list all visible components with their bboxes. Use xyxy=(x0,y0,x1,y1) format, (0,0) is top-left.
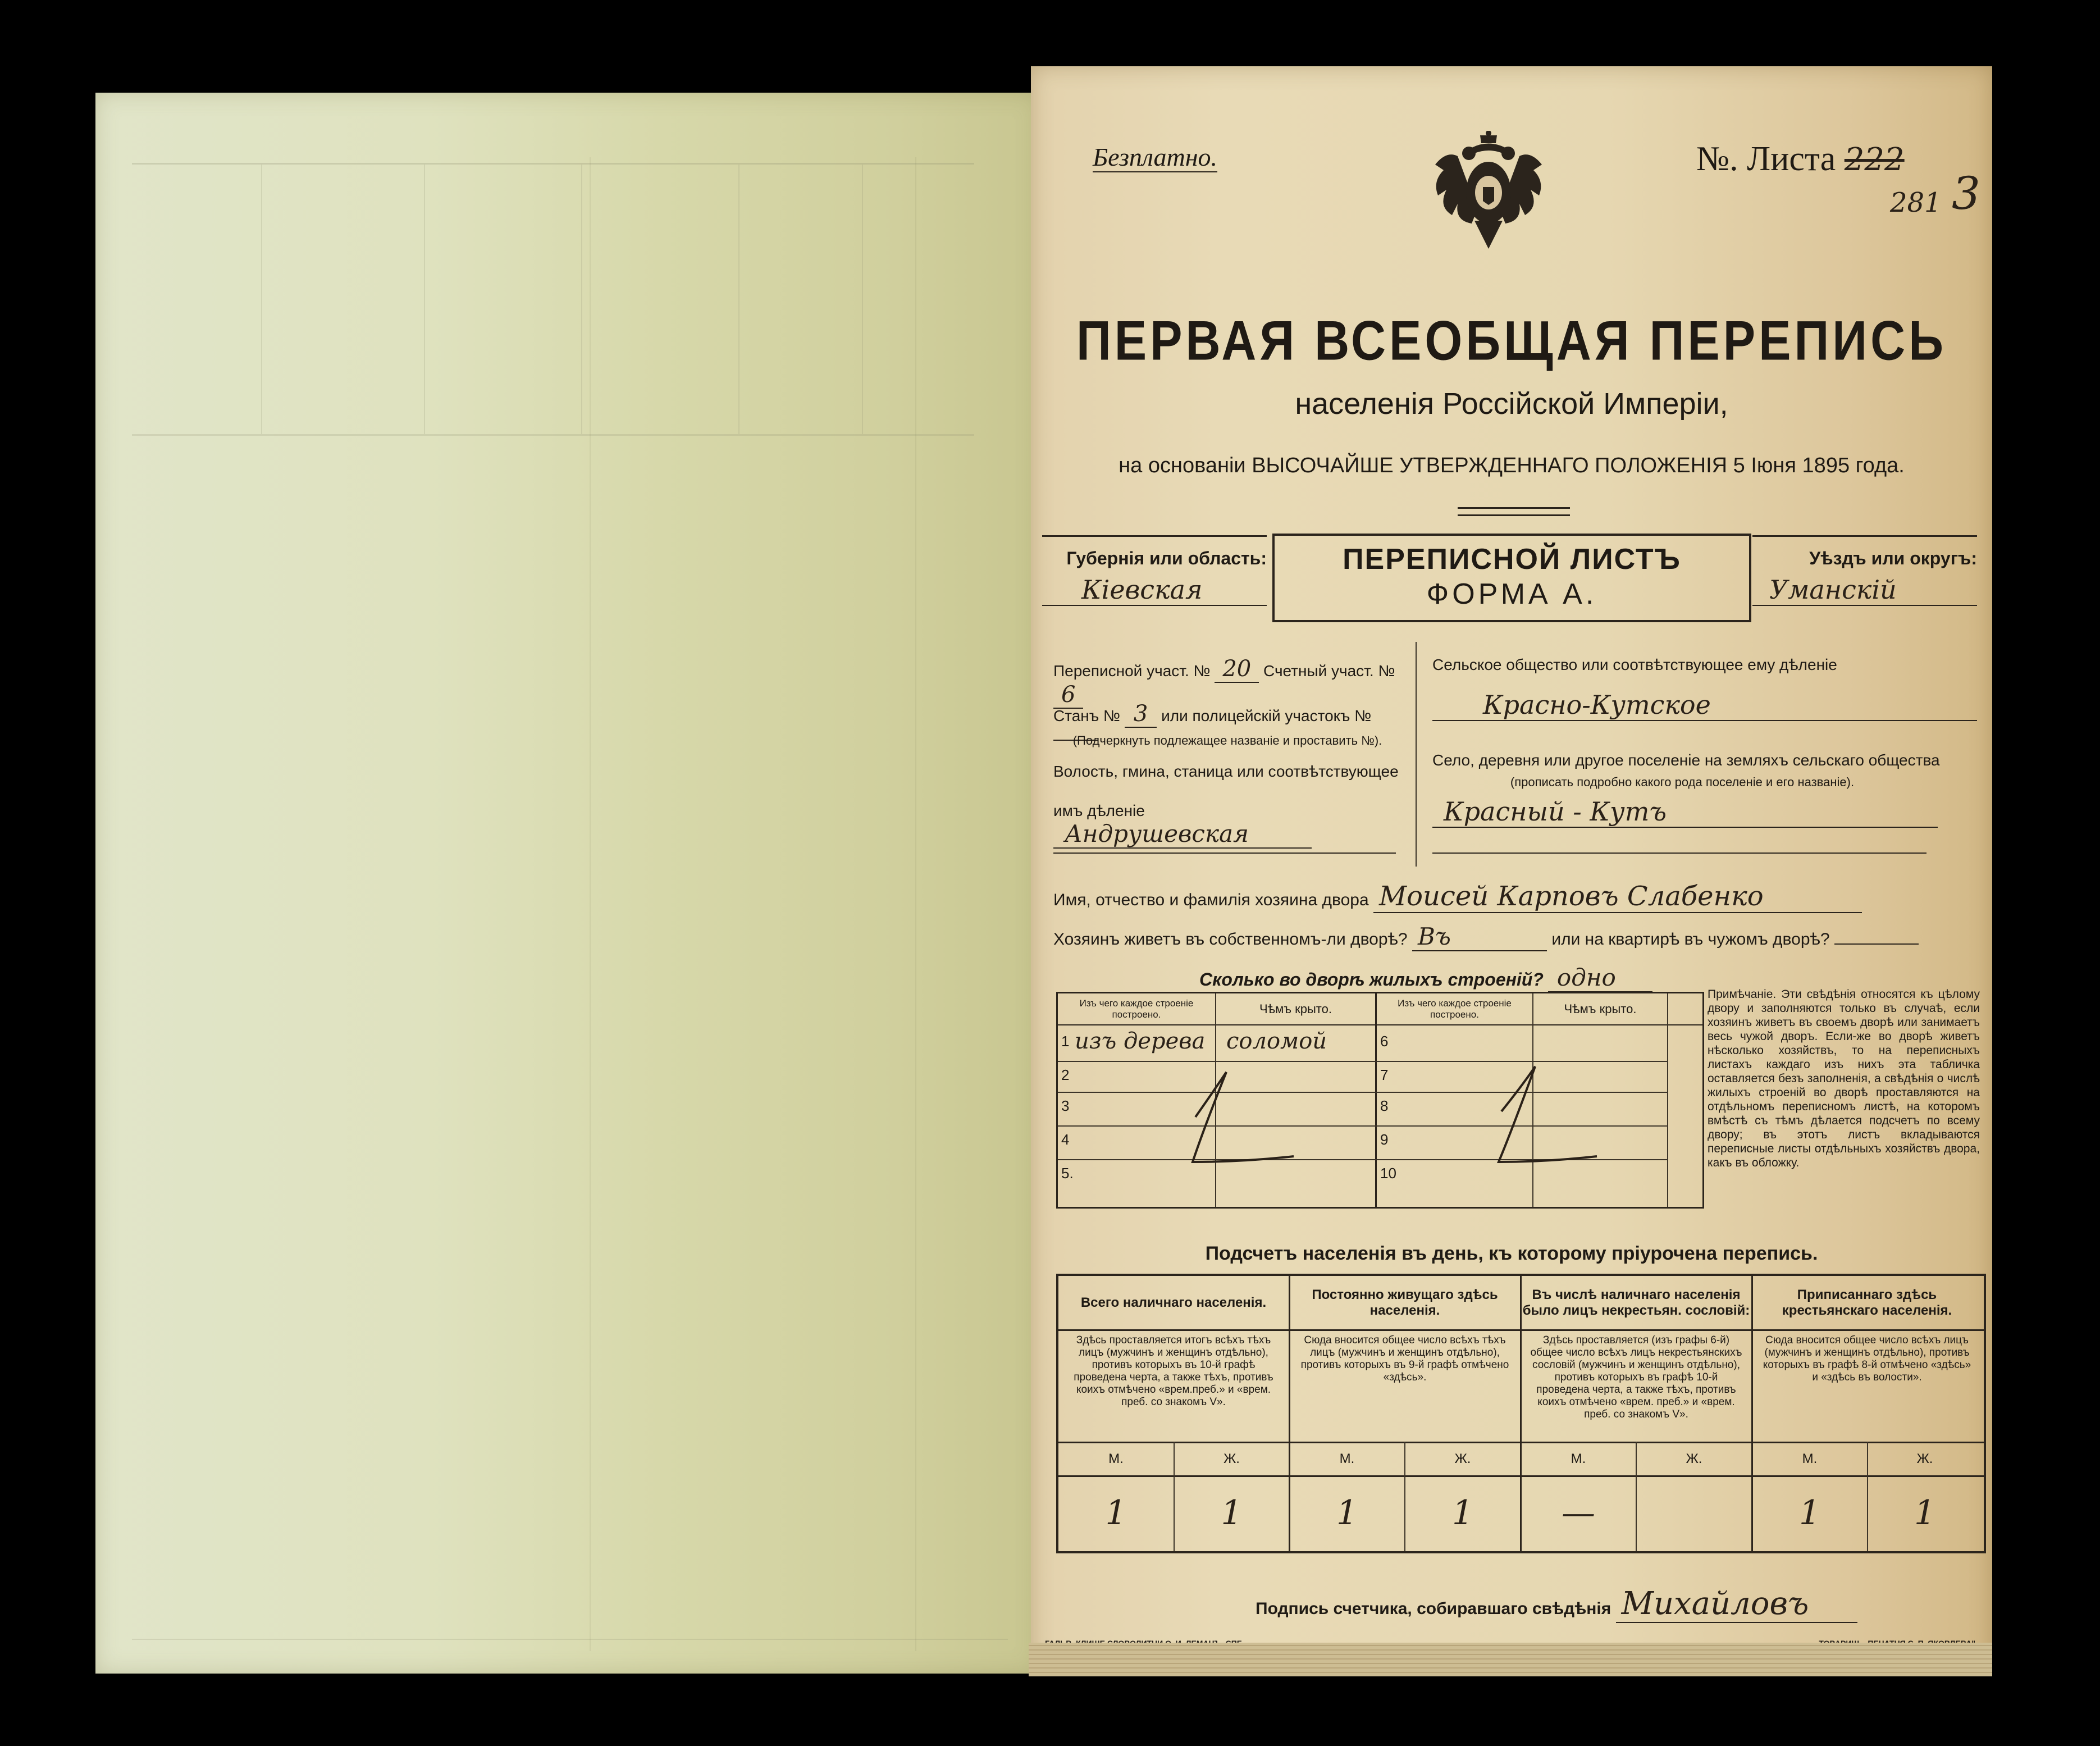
row-number: 7 xyxy=(1380,1066,1389,1083)
sheet-number-crossed: 222 xyxy=(1844,142,1905,178)
count-col-2-m: 1 xyxy=(1336,1493,1358,1533)
stan-note: (Подчеркнуть подлежащее названіе и проставить №). xyxy=(1072,733,1382,747)
count-col-4-title: Приписаннаго здѣсь крестьянскаго населенія. xyxy=(1782,1287,1952,1318)
count-col-2-title: Постоянно живущаго здѣсь населенія. xyxy=(1312,1287,1498,1318)
uezd-value: Уманскій xyxy=(1752,575,1977,606)
census-basis: на основаніи ВЫСОЧАЙШЕ УТВЕРЖДЕННАГО ПОЛОЖЕНІЯ 5 Іюня 1895 года. xyxy=(1119,454,1905,477)
volost-value: Андрушевская xyxy=(1053,820,1312,849)
perepisnoy-value: 20 xyxy=(1215,656,1259,683)
guberniya-label: Губернія или область: xyxy=(1066,548,1267,568)
sheet-number: №. Листа 222 xyxy=(1696,140,1905,178)
imperial-eagle-emblem xyxy=(1424,131,1553,257)
row-1-roof: соломой xyxy=(1226,1028,1327,1054)
zh-label: Ж. xyxy=(1916,1451,1933,1466)
owner-name-value: Моисей Карповъ Слабенко xyxy=(1373,881,1862,913)
census-subtitle: населенія Россійской Имперіи, xyxy=(1295,387,1728,421)
guberniya-box xyxy=(1042,535,1267,616)
free-label: Безплатно. xyxy=(1093,143,1218,171)
census-title: ПЕРВАЯ ВСЕОБЩАЯ ПЕРЕПИСЬ xyxy=(1076,309,1947,372)
uezd-box xyxy=(1752,535,1977,616)
count-col-4-zh: 1 xyxy=(1914,1493,1936,1533)
uezd-label: Уѣздъ или округъ: xyxy=(1809,548,1977,568)
form-title: ПЕРЕПИСНОЙ ЛИСТЪ xyxy=(1343,543,1681,576)
selo-value: Красный - Кутъ xyxy=(1432,796,1938,828)
col-material-left: Изъ чего каждое строеніе построено. xyxy=(1079,997,1194,1020)
guberniya-value: Кіевская xyxy=(1042,575,1267,606)
form-title-box xyxy=(1272,534,1751,622)
count-col-2-zh: 1 xyxy=(1451,1493,1474,1533)
row-number: 1 xyxy=(1061,1033,1070,1050)
selo-label: Село, деревня или другое поселеніе на земляхъ сельскаго общества xyxy=(1432,751,1940,769)
row-1-material: изъ дерева xyxy=(1075,1028,1206,1054)
count-col-3-zh xyxy=(1637,1477,1751,1549)
own-yard-value: Въ xyxy=(1412,923,1547,951)
row-number: 8 xyxy=(1380,1097,1389,1114)
zh-label: Ж. xyxy=(1224,1451,1240,1466)
note-text: Примѣчаніе. Эти свѣдѣнія относятся къ цѣлому двору и заполняются только въ случаѣ, если хозяинъ живетъ въ своемъ дворѣ или занимаетъ весь чужой дворъ. Если-же во дворѣ живетъ нѣсколько хозяйствъ, то на переписныхъ листахъ каждаго изъ нихъ эта табличка оставляется безъ заполненія, а свѣдѣнія о числѣ жилыхъ строеній во дворѣ проставляются на отдѣльномъ переписномъ листѣ, на которомъ вмѣстѣ съ тѣмъ дѣлается подсчетъ по всему двору; въ этотъ листъ вкладываются переписные листы отдѣльныхъ хозяйствъ двора, какъ въ обложку. xyxy=(1708,988,1980,1169)
owner-name-row: Имя, отчество и фамилія хозяина двора Моисей Карповъ Слабенко xyxy=(1053,881,1974,913)
count-col-3-desc: Здѣсь проставляется (изъ графы 6-й) общее число всѣхъ лицъ некрестьянскихъ сословій (мужчинъ и женщинъ отдѣльно), противъ которыхъ въ графѣ 10-й проведена черта, а также тѣхъ, противъ коихъ отмѣчено «врем. преб.» и «врем. преб. со знакомъ V». xyxy=(1530,1334,1742,1420)
zh-label: Ж. xyxy=(1454,1451,1471,1466)
buildings-table xyxy=(1056,992,1704,1209)
row-number: 2 xyxy=(1061,1066,1070,1083)
m-label: М. xyxy=(1802,1451,1818,1466)
volost-row: имъ дѣленіе Андрушевская xyxy=(1053,802,1407,849)
count-col-3-title: Въ числѣ наличнаго населенія было лицъ некрестьян. сословій: xyxy=(1522,1287,1750,1318)
row-number: 9 xyxy=(1380,1131,1389,1148)
volost-label: Волость, гмина, станица или соотвѣтствующее xyxy=(1053,763,1399,780)
obshchestvo-label: Сельское общество или соотвѣтствующее ему дѣленіе xyxy=(1432,656,1837,673)
zh-label: Ж. xyxy=(1686,1451,1702,1466)
schetny-value: 6 xyxy=(1053,682,1083,709)
perepisnoy-row: Переписной участ. № 20 Счетный участ. № 6 xyxy=(1053,656,1395,708)
buildings-row: Сколько во дворѣ жилыхъ строеній? одно xyxy=(1199,964,1761,992)
row-number: 5. xyxy=(1061,1165,1074,1182)
sheet-number-extra: 3 xyxy=(1952,167,1980,220)
selo-note: (прописать подробно какого рода поселеніе и его названіе). xyxy=(1510,775,1855,789)
col-material-right: Изъ чего каждое строеніе построено. xyxy=(1398,997,1512,1020)
count-heading: Подсчетъ населенія въ день, къ которому пріурочена перепись. xyxy=(1205,1243,1818,1264)
m-label: М. xyxy=(1108,1451,1124,1466)
m-label: М. xyxy=(1339,1451,1355,1466)
signature-row: Подпись счетчика, собиравшаго свѣдѣнія Михайловъ xyxy=(1256,1585,1929,1623)
count-col-1-zh: 1 xyxy=(1221,1493,1243,1533)
stan-value: 3 xyxy=(1125,701,1157,728)
middle-divider xyxy=(1416,642,1417,867)
sheet-number-corrected: 281 xyxy=(1890,187,1942,218)
stan-row: Станъ № 3 или полицейскій участокъ № xyxy=(1053,701,1407,745)
cancellation-strokes xyxy=(1058,993,1702,1207)
page-stack-edge xyxy=(1029,1643,1992,1676)
form-subtitle: ФОРМА А. xyxy=(1426,578,1597,610)
col-roof-left: Чѣмъ крыто. xyxy=(1259,1001,1332,1016)
count-col-2-desc: Сюда вносится общее число всѣхъ тѣхъ лицъ (мужчинъ и женщинъ отдѣльно), противъ которыхъ въ 9-й графѣ отмѣчено «здѣсь». xyxy=(1300,1334,1509,1383)
count-col-1-desc: Здѣсь проставляется итогъ всѣхъ тѣхъ лицъ (мужчинъ и женщинъ отдѣльно), противъ которыхъ въ 10-й графѣ проведена черта, а также тѣхъ, противъ коихъ отмѣчено «врем.преб.» и «врем. преб. со знакомъ V». xyxy=(1074,1334,1273,1408)
row-number: 4 xyxy=(1061,1131,1070,1148)
count-col-4-m: 1 xyxy=(1798,1493,1821,1533)
ornament-divider xyxy=(1458,507,1570,516)
owner-yard-row: Хозяинъ живетъ въ собственномъ-ли дворѣ? Въ или на квартирѣ въ чужомъ дворѣ? xyxy=(1053,923,1974,951)
row-number: 10 xyxy=(1380,1165,1396,1182)
count-col-4-desc: Сюда вносится общее число всѣхъ лицъ (мужчинъ и женщинъ отдѣльно), противъ которыхъ въ графѣ 8-й отмѣчено «здѣсь» и «здѣсь въ волости». xyxy=(1763,1334,1971,1383)
col-roof-right: Чѣмъ крыто. xyxy=(1564,1001,1637,1016)
buildings-value: одно xyxy=(1548,964,1652,992)
left-blank-page xyxy=(95,93,1039,1674)
row-number: 6 xyxy=(1380,1033,1389,1050)
signature-value: Михайловъ xyxy=(1616,1585,1857,1623)
population-count-table xyxy=(1056,1274,1986,1553)
count-col-3-m: — xyxy=(1562,1493,1595,1533)
census-form-page xyxy=(1031,66,1992,1674)
count-col-1-m: 1 xyxy=(1105,1493,1127,1533)
count-col-1-title: Всего наличнаго населенія. xyxy=(1080,1294,1267,1310)
m-label: М. xyxy=(1571,1451,1586,1466)
bleed-through-table xyxy=(132,163,974,436)
row-number: 3 xyxy=(1061,1097,1070,1114)
obshchestvo-value: Красно-Кутское xyxy=(1432,690,1977,721)
